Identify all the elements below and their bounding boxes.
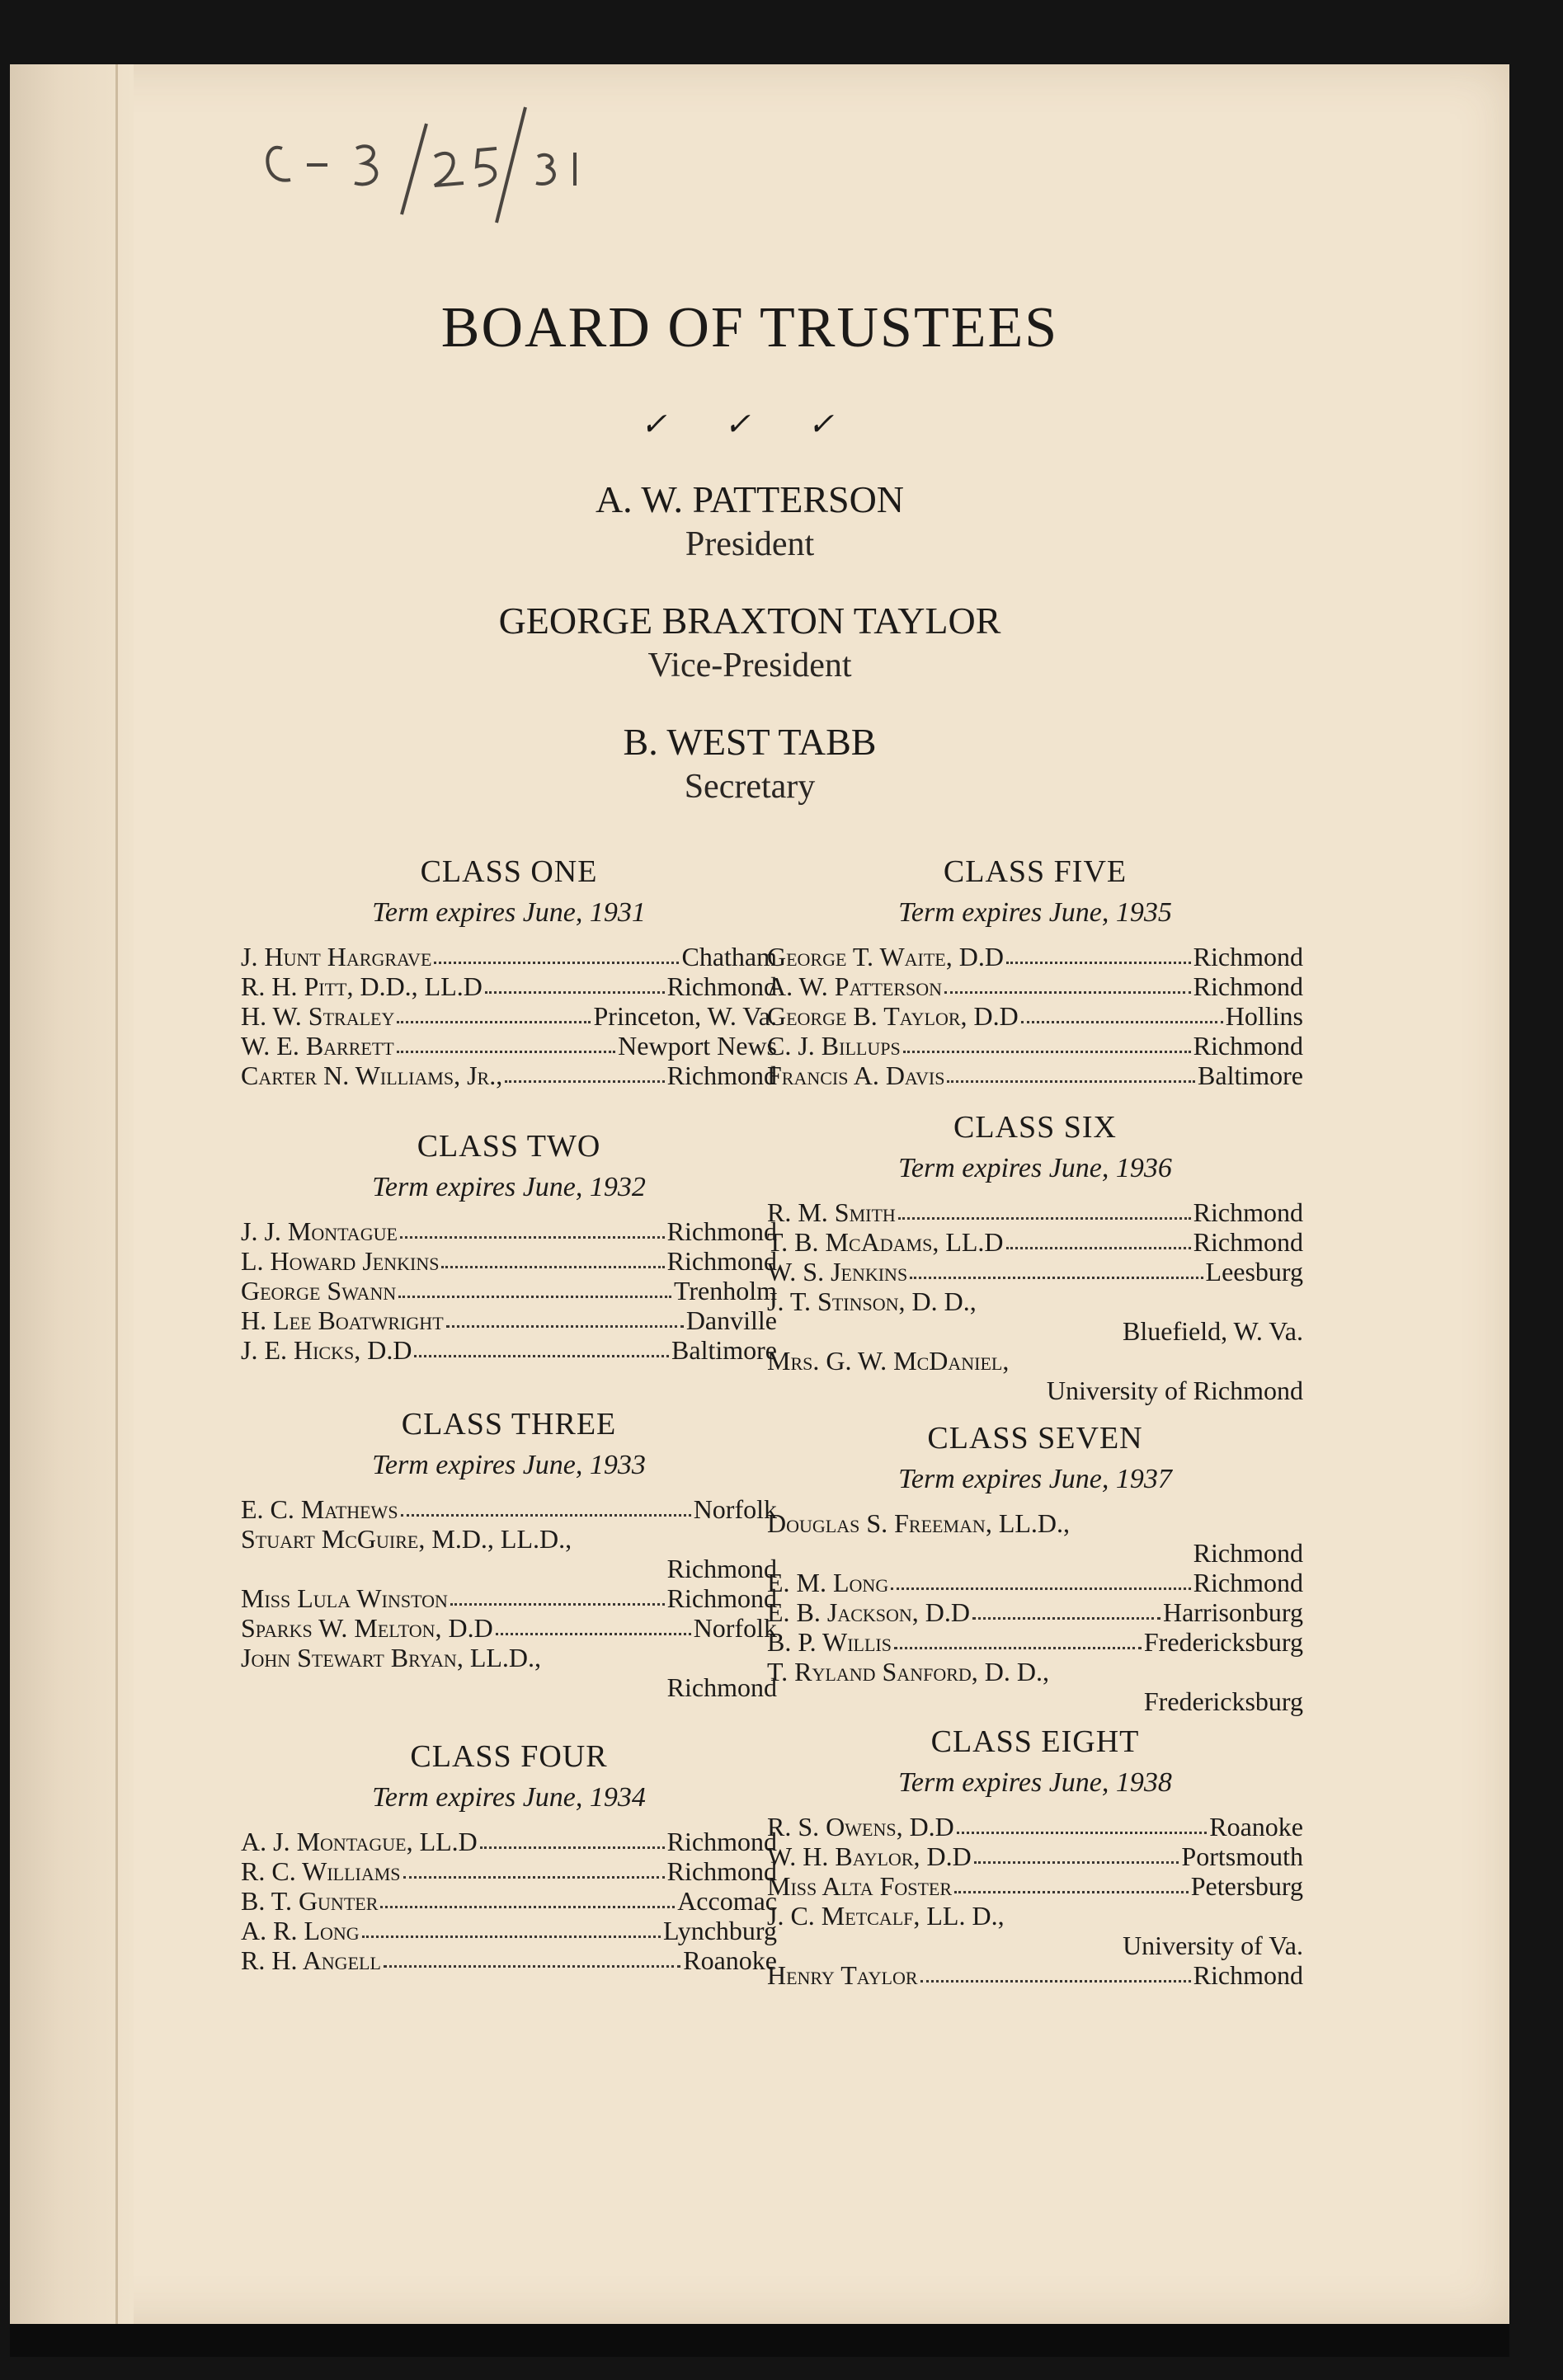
class-seven xyxy=(767,1420,1303,1716)
trustee-entry: E. C. Mathews Norfolk xyxy=(241,1493,777,1524)
class-heading: CLASS SEVEN xyxy=(927,1421,1143,1456)
officer-name: B. WEST TABB xyxy=(623,721,877,763)
officer-name: GEORGE BRAXTON TAYLOR xyxy=(498,600,1001,642)
trustee-location: Richmond xyxy=(1193,1537,1303,1568)
trustee-entry: John Stewart Bryan, LL.D., xyxy=(241,1642,542,1672)
class-heading: CLASS FOUR xyxy=(410,1739,608,1774)
trustee-entry: Carter N. Williams, Jr., Richmond xyxy=(241,1060,777,1090)
trustee-location: University of Richmond xyxy=(1046,1375,1303,1405)
class-heading: CLASS EIGHT xyxy=(930,1724,1140,1759)
trustee-entry: R. H. Pitt, D.D., LL.D Richmond xyxy=(241,971,777,1001)
trustee-entry: R. S. Owens, D.D Roanoke xyxy=(767,1811,1303,1841)
class-term: Term expires June, 1933 xyxy=(372,1449,646,1480)
trustee-entry: J. E. Hicks, D.D Baltimore xyxy=(241,1334,777,1365)
trustee-entry: B. T. Gunter Accomac xyxy=(241,1885,777,1916)
trustee-entry: Henry Taylor Richmond xyxy=(767,1959,1303,1990)
trustee-entry: B. P. Willis Fredericksburg xyxy=(767,1626,1303,1657)
trustee-entry: Douglas S. Freeman, LL.D., xyxy=(767,1507,1071,1538)
class-two xyxy=(241,1128,777,1365)
class-term: Term expires June, 1935 xyxy=(898,896,1172,928)
class-heading: CLASS FIVE xyxy=(943,854,1128,889)
trustee-location: Richmond xyxy=(666,1553,777,1583)
class-term: Term expires June, 1938 xyxy=(898,1766,1172,1798)
trustee-entry: E. M. Long Richmond xyxy=(767,1567,1303,1597)
class-heading: CLASS TWO xyxy=(417,1129,601,1164)
trustee-entry: T. B. McAdams, LL.D Richmond xyxy=(767,1226,1303,1257)
trustee-entry: J. Hunt Hargrave Chatham xyxy=(241,941,777,971)
trustee-location: University of Va. xyxy=(1123,1930,1303,1960)
trustee-entry: H. W. Straley Princeton, W. Va. xyxy=(241,1000,777,1031)
class-term: Term expires June, 1931 xyxy=(372,896,646,928)
class-heading: CLASS ONE xyxy=(420,854,598,889)
trustee-entry: Stuart McGuire, M.D., LL.D., xyxy=(241,1523,572,1554)
trustee-entry: C. J. Billups Richmond xyxy=(767,1030,1303,1061)
trustee-entry: R. C. Williams Richmond xyxy=(241,1856,777,1886)
trustee-entry: W. E. Barrett Newport News xyxy=(241,1030,777,1061)
trustee-location: Richmond xyxy=(666,1672,777,1702)
officer-title: President xyxy=(685,525,815,564)
trustee-entry: A. R. Long Lynchburg xyxy=(241,1915,777,1945)
class-eight xyxy=(767,1724,1303,1990)
trustee-entry: W. H. Baylor, D.D Portsmouth xyxy=(767,1841,1303,1871)
trustee-entry: A. W. Patterson Richmond xyxy=(767,971,1303,1001)
class-heading: CLASS THREE xyxy=(401,1407,617,1442)
trustee-entry: L. Howard Jenkins Richmond xyxy=(241,1245,777,1276)
class-three xyxy=(241,1406,777,1702)
class-heading: CLASS SIX xyxy=(953,1110,1117,1145)
class-one xyxy=(241,854,777,1090)
officer-title: Secretary xyxy=(684,768,816,807)
trustee-entry: R. H. Angell Roanoke xyxy=(241,1945,777,1975)
trustee-entry: T. Ryland Sanford, D. D., xyxy=(767,1656,1049,1686)
trustee-entry: Miss Alta Foster Petersburg xyxy=(767,1870,1303,1901)
officer-name: A. W. PATTERSON xyxy=(595,478,905,520)
trustee-entry: George B. Taylor, D.D Hollins xyxy=(767,1000,1303,1031)
class-four xyxy=(241,1738,777,1975)
trustee-entry: J. J. Montague Richmond xyxy=(241,1216,777,1246)
officer-title: Vice-President xyxy=(647,647,852,685)
class-term: Term expires June, 1934 xyxy=(372,1781,646,1813)
trustee-entry: H. Lee Boatwright Danville xyxy=(241,1305,777,1335)
binding-fold xyxy=(115,64,118,2324)
bottom-edge xyxy=(10,2324,1509,2357)
officer-president xyxy=(0,477,1499,567)
handwritten-date-mark xyxy=(257,91,719,231)
handwritten-annotation xyxy=(257,91,719,231)
trustee-entry: George Swann Trenholm xyxy=(241,1275,777,1305)
class-term: Term expires June, 1932 xyxy=(372,1171,646,1202)
trustee-entry: W. S. Jenkins Leesburg xyxy=(767,1256,1303,1286)
class-five xyxy=(767,854,1303,1090)
trustee-entry: Miss Lula Winston Richmond xyxy=(241,1583,777,1613)
trustee-entry: J. C. Metcalf, LL. D., xyxy=(767,1900,1005,1931)
trustee-entry: E. B. Jackson, D.D Harrisonburg xyxy=(767,1597,1303,1627)
class-term: Term expires June, 1937 xyxy=(898,1463,1172,1494)
trustee-location: Fredericksburg xyxy=(1143,1686,1303,1716)
trustee-entry: Mrs. G. W. McDaniel, xyxy=(767,1345,1010,1376)
trustee-entry: Sparks W. Melton, D.D Norfolk xyxy=(241,1612,777,1643)
trustee-entry: R. M. Smith Richmond xyxy=(767,1197,1303,1227)
trustee-entry: George T. Waite, D.D Richmond xyxy=(767,941,1303,971)
officer-vice-president xyxy=(0,598,1499,689)
trustee-location: Bluefield, W. Va. xyxy=(1123,1315,1303,1346)
trustee-entry: A. J. Montague, LL.D Richmond xyxy=(241,1826,777,1856)
class-six xyxy=(767,1109,1303,1405)
officer-secretary xyxy=(0,719,1499,810)
ornament-marks: ✓ ✓ ✓ xyxy=(640,407,859,442)
page-title: BOARD OF TRUSTEES xyxy=(440,296,1059,360)
class-term: Term expires June, 1936 xyxy=(898,1152,1172,1183)
trustee-entry: Francis A. Davis Baltimore xyxy=(767,1060,1303,1090)
trustee-entry: J. T. Stinson, D. D., xyxy=(767,1286,977,1316)
